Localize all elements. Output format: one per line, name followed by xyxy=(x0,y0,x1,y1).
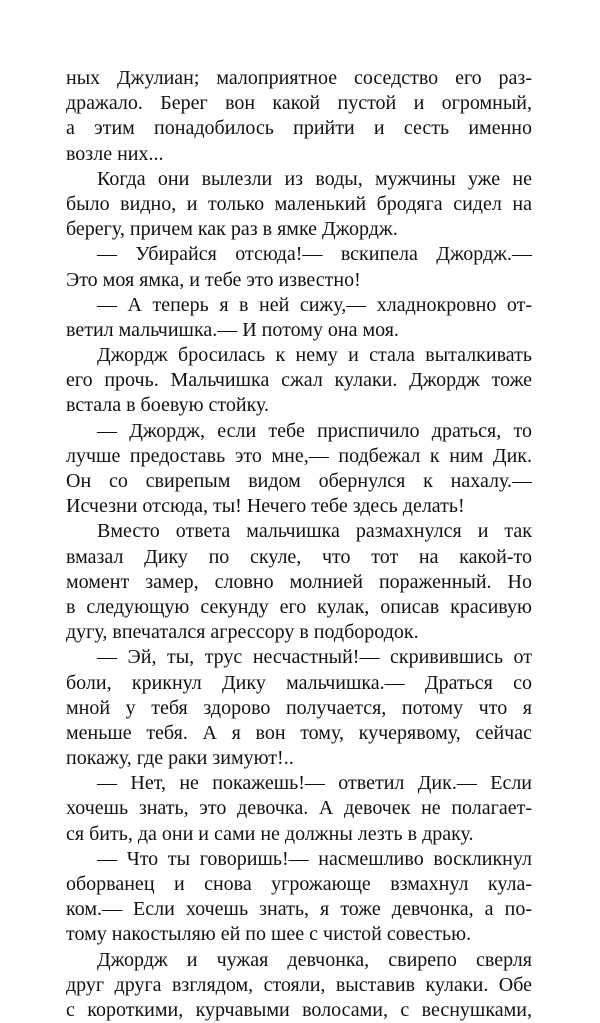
text-line: Вместо ответа мальчишка размахнулся и так xyxy=(97,520,532,543)
text-line: оборванец и снова угрожающе взмахнул кула- xyxy=(66,873,532,895)
text-line: — Эй, ты, трус несчастный!— скривившись от xyxy=(97,646,532,669)
text-line: Джордж бросилась к нему и стала выталкивать xyxy=(97,344,532,367)
text-line: возле них... xyxy=(66,142,164,165)
text-line: мной у тебя здорово получается, потому что я xyxy=(66,696,532,719)
text-line: его прочь. Мальчишка сжал кулаки. Джордж тоже xyxy=(66,369,532,392)
text-line: вмазал Дику по скуле, что тот на какой-то xyxy=(66,545,532,568)
text-line: — Убирайся отсюда!— вскипела Джордж.— xyxy=(97,243,532,266)
book-page-text xyxy=(66,66,532,1023)
text-line: — Нет, не покажешь!— ответил Дик.— Если xyxy=(97,772,532,795)
text-line: ветил мальчишка.— И потому она моя. xyxy=(66,318,399,341)
text-line: хочешь знать, это девочка. А девочек не полагает- xyxy=(66,797,532,820)
text-line: в следующую секунду его кулак, описав красивую xyxy=(66,595,532,618)
text-line: встала в боевую стойку. xyxy=(66,394,270,417)
text-line: ком.— Если хочешь знать, я тоже девчонка, а по- xyxy=(66,898,532,921)
text-line: боли, крикнул Дику мальчишка.— Драться со xyxy=(66,671,532,694)
text-line: дражало. Берег вон какой пустой и огромный, xyxy=(66,92,532,115)
text-line: тому накостыляю ей по шее с чистой совестью. xyxy=(66,923,472,946)
text-line: было видно, и только маленький бродяга сидел на xyxy=(66,192,532,215)
text-line: берегу, причем как раз в ямке Джордж. xyxy=(66,218,398,241)
text-line: ных Джулиан; малоприятное соседство его раз- xyxy=(66,67,532,89)
text-line: дугу, впечатался агрессору в подбородок. xyxy=(66,621,419,644)
text-line: с короткими, курчавыми волосами, с веснушками, xyxy=(66,998,532,1021)
text-line: Исчезни отсюда, ты! Нечего тебе здесь делать! xyxy=(66,495,465,518)
text-line: друг друга взглядом, стояли, выставив кулаки. Обе xyxy=(66,973,532,996)
text-line: ся бить, да они и сами не должны лезть в драку. xyxy=(66,822,474,845)
text-line: Это моя ямка, и тебе это известно! xyxy=(66,268,361,291)
text-line: Когда они вылезли из воды, мужчины уже не xyxy=(97,167,532,190)
text-line: — Джордж, если тебе приспичило драться, то xyxy=(97,419,532,442)
text-line: — А теперь я в ней сижу,— хладнокровно от- xyxy=(97,293,532,316)
text-line: — Что ты говоришь!— насмешливо воскликнул xyxy=(97,847,532,870)
text-line: покажу, где раки зимуют!.. xyxy=(66,747,294,770)
text-line: меньше тебя. А я вон тому, кучерявому, сейчас xyxy=(66,721,532,744)
text-line: Он со свирепым видом обернулся к нахалу.— xyxy=(66,470,532,492)
text-line: момент замер, словно молнией пораженный. Но xyxy=(66,570,532,593)
text-line: а этим понадобилось прийти и сесть именно xyxy=(66,117,532,140)
text-line: Джордж и чужая девчонка, свирепо сверля xyxy=(97,948,532,971)
text-line: лучше предоставь это мне,— подбежал к ним Дик. xyxy=(66,444,532,467)
